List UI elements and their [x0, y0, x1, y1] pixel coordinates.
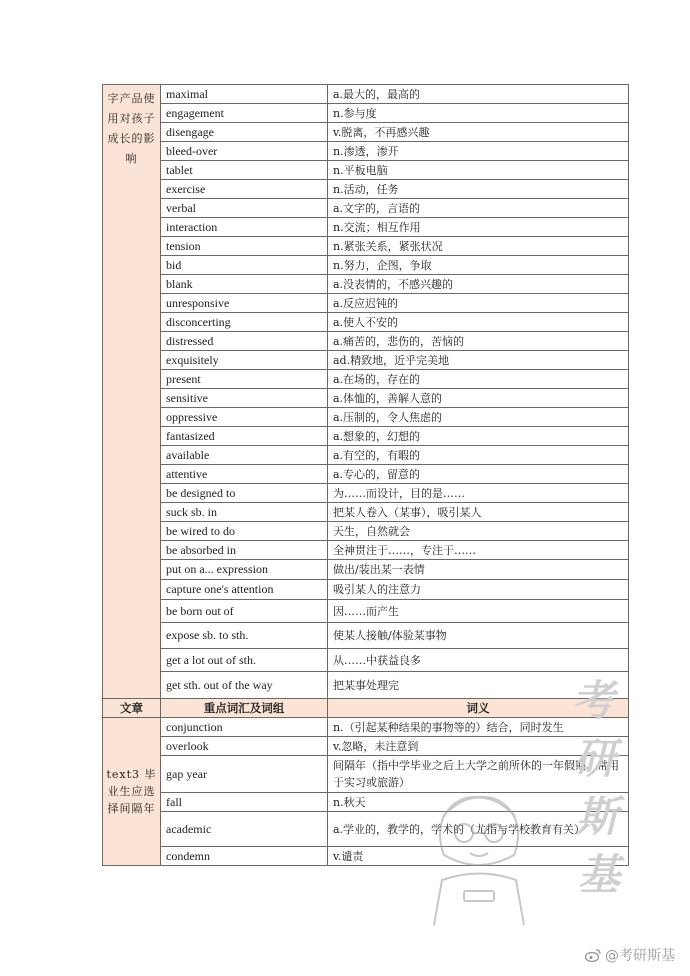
column-header-col3: 词义 [328, 699, 629, 718]
table-row [103, 142, 629, 161]
vocab-word: sensitive [161, 389, 328, 408]
watermark-char: 考 [572, 676, 615, 725]
vocab-word: overlook [161, 737, 328, 756]
table-row [103, 180, 629, 199]
table-row [103, 580, 629, 600]
vocab-word: get sth. out of the way [161, 672, 328, 699]
vocab-meaning: a.学业的，教学的，学术的（尤指与学校教育有关） [328, 812, 629, 847]
vocab-word: tablet [161, 161, 328, 180]
vocab-meaning: v.忽略，未注意到 [328, 737, 629, 756]
table-row [103, 85, 629, 104]
watermark-char: 基 [578, 850, 621, 899]
vocab-meaning: v.谴责 [328, 847, 629, 866]
vocabulary-table-body [103, 85, 629, 866]
vocab-meaning: a.反应迟钝的 [328, 294, 629, 313]
vocab-meaning: n.交流；相互作用 [328, 218, 629, 237]
vocab-word: unresponsive [161, 294, 328, 313]
vocab-word: tension [161, 237, 328, 256]
table-row [103, 522, 629, 541]
vocab-meaning: n.（引起某种结果的事物等的）结合，同时发生 [328, 718, 629, 737]
vocab-meaning: 天生，自然就会 [328, 522, 629, 541]
table-row [103, 313, 629, 332]
table-row [103, 294, 629, 313]
table-row [103, 427, 629, 446]
vocab-word: bleed-over [161, 142, 328, 161]
vocab-word: be born out of [161, 600, 328, 623]
table-row [103, 199, 629, 218]
vocab-word: engagement [161, 104, 328, 123]
vocab-meaning: a.体恤的，善解人意的 [328, 389, 629, 408]
table-row [103, 104, 629, 123]
vocab-word: blank [161, 275, 328, 294]
vocab-word: fantasized [161, 427, 328, 446]
column-header-col1: 文章 [103, 699, 161, 718]
table-row [103, 237, 629, 256]
column-header-col2: 重点词汇及词组 [161, 699, 328, 718]
article-topic: 字产品使用对孩子成长的影响 [103, 85, 161, 699]
footer-credit [585, 945, 675, 965]
vocab-meaning: 把某人卷入（某事），吸引某人 [328, 503, 629, 522]
vocab-meaning: n.平板电脑 [328, 161, 629, 180]
vocab-meaning: v.脱离，不再感兴趣 [328, 123, 629, 142]
vocab-meaning: a.专心的，留意的 [328, 465, 629, 484]
watermark [560, 668, 630, 918]
watermark-char: 研 [574, 734, 617, 783]
vocab-meaning: n.努力，企图，争取 [328, 256, 629, 275]
vocab-word: maximal [161, 85, 328, 104]
vocab-meaning: n.秋天 [328, 793, 629, 812]
table-row [103, 446, 629, 465]
table-row [103, 737, 629, 756]
vocab-word: expose sb. to sth. [161, 623, 328, 649]
vocab-meaning: ad.精致地，近乎完美地 [328, 351, 629, 370]
mascot-avatar-icon [404, 775, 554, 925]
table-row [103, 161, 629, 180]
vocab-word: put on a... expression [161, 560, 328, 580]
vocab-meaning: 为……而设计，目的是…… [328, 484, 629, 503]
vocab-word: gap year [161, 756, 328, 793]
vocab-word: present [161, 370, 328, 389]
table-row [103, 503, 629, 522]
vocab-word: bid [161, 256, 328, 275]
vocab-meaning: a.想象的，幻想的 [328, 427, 629, 446]
vocab-meaning: a.最大的，最高的 [328, 85, 629, 104]
vocab-meaning: 从……中获益良多 [328, 649, 629, 672]
vocab-meaning: a.痛苦的，悲伤的，苦恼的 [328, 332, 629, 351]
table-header-row [103, 699, 629, 718]
table-row [103, 332, 629, 351]
article-topic: text3 毕业生应选择间隔年 [103, 718, 161, 866]
table-row [103, 351, 629, 370]
table-row [103, 408, 629, 427]
vocab-word: get a lot out of sth. [161, 649, 328, 672]
table-row [103, 560, 629, 580]
vocab-meaning: 吸引某人的注意力 [328, 580, 629, 600]
table-row [103, 123, 629, 142]
vocab-word: attentive [161, 465, 328, 484]
table-row [103, 218, 629, 237]
table-row [103, 389, 629, 408]
vocab-word: academic [161, 812, 328, 847]
table-row [103, 718, 629, 737]
vocab-meaning: n.渗透，渗开 [328, 142, 629, 161]
vocab-word: conjunction [161, 718, 328, 737]
vocab-word: verbal [161, 199, 328, 218]
table-row [103, 541, 629, 560]
table-row [103, 623, 629, 649]
vocab-meaning: 全神贯注于……，专注于…… [328, 541, 629, 560]
vocab-word: be wired to do [161, 522, 328, 541]
table-row [103, 649, 629, 672]
watermark-char: 斯 [576, 792, 619, 841]
vocab-word: capture one's attention [161, 580, 328, 600]
table-row [103, 256, 629, 275]
vocab-word: oppressive [161, 408, 328, 427]
vocab-word: exquisitely [161, 351, 328, 370]
vocab-word: fall [161, 793, 328, 812]
vocab-word: disengage [161, 123, 328, 142]
vocab-meaning: n.活动，任务 [328, 180, 629, 199]
vocab-meaning: 把某事处理完 [328, 672, 629, 699]
vocab-meaning: 使某人接触/体验某事物 [328, 623, 629, 649]
vocab-word: be absorbed in [161, 541, 328, 560]
table-row [103, 275, 629, 294]
vocab-word: distressed [161, 332, 328, 351]
table-row [103, 672, 629, 699]
vocab-meaning: n.参与度 [328, 104, 629, 123]
vocab-meaning: a.有空的，有暇的 [328, 446, 629, 465]
vocab-word: condemn [161, 847, 328, 866]
vocab-word: be designed to [161, 484, 328, 503]
vocab-meaning: a.使人不安的 [328, 313, 629, 332]
vocab-meaning: 因……而产生 [328, 600, 629, 623]
vocab-word: disconcerting [161, 313, 328, 332]
vocab-meaning: a.文字的，言语的 [328, 199, 629, 218]
table-row [103, 465, 629, 484]
vocab-word: interaction [161, 218, 328, 237]
vocab-word: available [161, 446, 328, 465]
vocab-meaning: 做出/装出某一表情 [328, 560, 629, 580]
table-row [103, 370, 629, 389]
vocab-meaning: 间隔年（指中学毕业之后上大学之前所休的一年假期，常用于实习或旅游） [328, 756, 629, 793]
footer-text: @考研斯基 [605, 948, 675, 964]
table-row [103, 484, 629, 503]
vocab-meaning: a.没表情的，不感兴趣的 [328, 275, 629, 294]
vocab-meaning: a.压制的，令人焦虑的 [328, 408, 629, 427]
vocab-meaning: a.在场的，存在的 [328, 370, 629, 389]
weibo-icon [585, 948, 601, 962]
vocab-word: exercise [161, 180, 328, 199]
vocab-meaning: n.紧张关系，紧张状况 [328, 237, 629, 256]
table-row [103, 600, 629, 623]
vocabulary-table [102, 84, 629, 866]
vocab-word: suck sb. in [161, 503, 328, 522]
